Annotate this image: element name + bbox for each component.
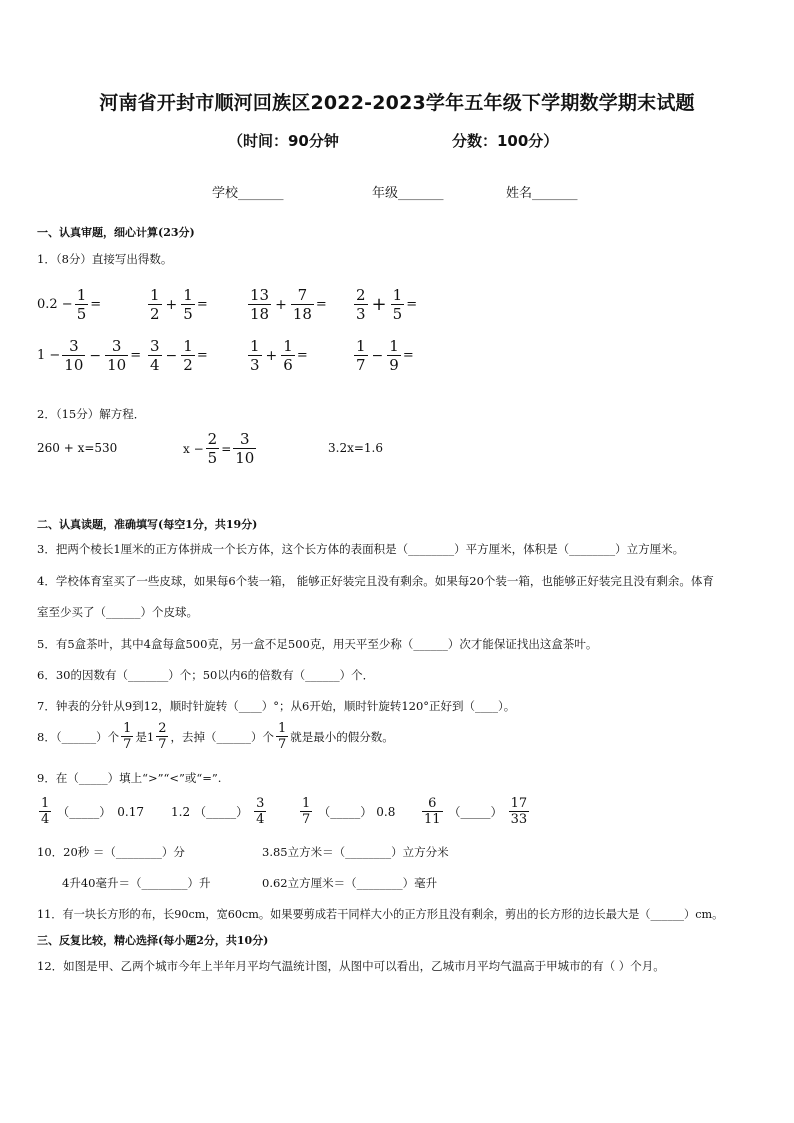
expr-equals: = bbox=[90, 297, 102, 312]
q1-expr-3 bbox=[246, 286, 327, 323]
q10-part-c: 4升40毫升＝（________）升 bbox=[62, 876, 211, 890]
frac-num: 1 bbox=[392, 286, 403, 304]
q12-text: 12．如图是甲、乙两个城市今年上半年月平均气温统计图，从图中可以看出，乙城市月平均气温高于甲城市的有（ ）个月。 bbox=[37, 959, 665, 973]
compare-blank: （_____） bbox=[448, 805, 503, 819]
section2-heading: 二、认真读题，准确填写(每空1分，共19分) bbox=[37, 518, 258, 531]
q9-stem: 9．在（_____）填上“>”“<”或“=”. bbox=[37, 771, 222, 785]
expr-equals: = bbox=[196, 348, 208, 363]
frac-num: 1 bbox=[183, 337, 193, 355]
compare-blank: （_____） bbox=[57, 805, 112, 819]
frac-den: 33 bbox=[510, 812, 528, 827]
q2-stem: 2．（15分）解方程． bbox=[37, 407, 146, 421]
compare-blank: （_____） bbox=[194, 805, 249, 819]
frac-num: 1 bbox=[183, 286, 193, 304]
exam-score: 分数：100分） bbox=[452, 132, 559, 150]
compare-value: 0.17 bbox=[117, 804, 145, 819]
frac-den: 5 bbox=[207, 449, 218, 467]
frac-den: 10 bbox=[107, 356, 127, 374]
expr-equals: = bbox=[406, 297, 418, 312]
frac-num: 1 bbox=[41, 796, 50, 811]
frac-num: 2 bbox=[356, 286, 366, 304]
q8-part-b: 是1 bbox=[135, 729, 155, 744]
frac-num: 3 bbox=[256, 796, 265, 811]
frac-den: 10 bbox=[64, 356, 84, 374]
equation-text: 260 + x=530 bbox=[37, 441, 118, 455]
frac-num: 3 bbox=[111, 337, 122, 355]
q5-text: 5．有5盒茶叶，其中4盒每盒500克，另一盒不足500克，用天平至少称（______）次才能保证找出这盒茶叶。 bbox=[37, 637, 598, 651]
frac-num: 6 bbox=[428, 796, 437, 811]
frac-num: 3 bbox=[150, 337, 160, 355]
q1-expr-8 bbox=[352, 337, 414, 374]
frac-num: 1 bbox=[76, 286, 87, 304]
compare-value: 0.8 bbox=[376, 804, 396, 819]
frac-num: 3 bbox=[240, 430, 250, 448]
frac-den: 9 bbox=[389, 356, 399, 374]
frac-den: 7 bbox=[277, 737, 287, 752]
frac-den: 2 bbox=[183, 356, 193, 374]
frac-den: 7 bbox=[123, 737, 132, 752]
q10-part-b: 3.85立方米＝（________）立方分米 bbox=[262, 845, 449, 859]
frac-num: 1 bbox=[356, 337, 366, 355]
frac-den: 18 bbox=[292, 305, 312, 323]
q6-text: 6．30的因数有（_______）个；50以内6的倍数有（______）个． bbox=[37, 668, 375, 682]
q9-compare-3 bbox=[298, 796, 395, 827]
frac-num: 1 bbox=[277, 721, 287, 736]
q8-part-d: 就是最小的假分数。 bbox=[290, 729, 394, 744]
frac-num: 1 bbox=[150, 286, 160, 304]
q4-text-line1: 4．学校体育室买了一些皮球，如果每6个装一箱， 能够正好装完且没有剩余。如果每20个装一箱，也能够正好装完且没有剩余。体育 bbox=[37, 574, 714, 588]
frac-num: 7 bbox=[297, 286, 308, 304]
frac-den: 7 bbox=[356, 356, 366, 374]
q3-text: 3．把两个棱长1厘米的正方体拼成一个长方体，这个长方体的表面积是（________）平方厘米，体积是（________）立方厘米。 bbox=[37, 542, 685, 556]
expr-equals: = bbox=[402, 348, 414, 363]
q8-part-c: ，去掉（______）个 bbox=[170, 729, 274, 744]
expr-op: + bbox=[371, 294, 387, 315]
q9-compare-2 bbox=[171, 796, 268, 827]
expr-op: − bbox=[89, 347, 102, 364]
frac-den: 11 bbox=[424, 812, 441, 827]
frac-num: 1 bbox=[283, 337, 293, 355]
equation-lead: x − bbox=[183, 441, 204, 456]
frac-den: 7 bbox=[158, 737, 167, 752]
q1-expr-1 bbox=[37, 286, 101, 323]
expr-lead: 1 − bbox=[37, 348, 61, 363]
frac-num: 1 bbox=[302, 796, 311, 811]
frac-den: 5 bbox=[183, 305, 193, 323]
q10-part-a: 10．20秒 ＝（________）分 bbox=[37, 845, 185, 859]
frac-num: 1 bbox=[250, 337, 260, 355]
frac-den: 3 bbox=[356, 305, 366, 323]
q2-equation-2 bbox=[183, 430, 258, 467]
frac-den: 4 bbox=[150, 356, 160, 374]
q2-equation-1 bbox=[37, 441, 117, 455]
frac-num: 1 bbox=[123, 721, 132, 736]
frac-den: 3 bbox=[250, 356, 260, 374]
frac-den: 18 bbox=[250, 305, 270, 323]
expr-lead: 0.2 − bbox=[37, 297, 73, 312]
grade-field: 年级_______ bbox=[372, 186, 444, 201]
frac-den: 5 bbox=[76, 305, 87, 323]
q9-compare-1 bbox=[37, 796, 144, 827]
frac-num: 3 bbox=[69, 337, 79, 355]
q7-text: 7．钟表的分针从9到12，顺时针旋转（____）°；从6开始，顺时针旋转120°正好到（____）。 bbox=[37, 699, 516, 713]
frac-num: 2 bbox=[207, 430, 218, 448]
q1-expr-6 bbox=[146, 337, 208, 374]
name-field: 姓名_______ bbox=[506, 186, 578, 201]
expr-op: + bbox=[275, 296, 287, 313]
equation-text: 3.2x=1.6 bbox=[328, 441, 383, 455]
exam-title: 河南省开封市顺河回族区2022-2023学年五年级下学期数学期末试题 bbox=[99, 92, 695, 114]
frac-den: 7 bbox=[302, 812, 311, 827]
q11-text: 11．有一块长方形的布，长90cm，宽60cm。如果要剪成若干同样大小的正方形且没有剩余，剪出的长方形的边长最大是（______）cm。 bbox=[37, 908, 724, 921]
frac-den: 4 bbox=[256, 812, 265, 827]
compare-blank: （_____） bbox=[318, 805, 373, 819]
compare-value: 1.2 bbox=[171, 804, 191, 819]
frac-num: 13 bbox=[250, 286, 270, 304]
q8-line bbox=[37, 721, 394, 752]
expr-op: + bbox=[165, 296, 178, 313]
q10-part-d: 0.62立方厘米＝（________）毫升 bbox=[262, 876, 438, 890]
q1-expr-4 bbox=[352, 286, 417, 323]
q1-stem: 1．（8分）直接写出得数。 bbox=[37, 252, 173, 266]
frac-num: 1 bbox=[389, 337, 399, 355]
q9-compare-4 bbox=[420, 796, 531, 827]
q4-text-line2: 室至少买了（______）个皮球。 bbox=[37, 605, 198, 619]
expr-op: − bbox=[165, 347, 178, 364]
expr-equals: = bbox=[130, 348, 142, 363]
expr-equals: = bbox=[196, 297, 208, 312]
equation-equals: = bbox=[221, 441, 232, 456]
frac-den: 2 bbox=[150, 305, 160, 323]
frac-den: 6 bbox=[283, 356, 293, 374]
section3-heading: 三、反复比较，精心选择(每小题2分，共10分) bbox=[37, 934, 269, 947]
q1-expr-7 bbox=[246, 337, 308, 374]
expr-op: + bbox=[265, 347, 278, 364]
frac-num: 17 bbox=[510, 796, 528, 811]
q1-expr-2 bbox=[146, 286, 208, 323]
section1-heading: 一、认真审题，细心计算(23分) bbox=[37, 226, 195, 239]
expr-equals: = bbox=[315, 297, 327, 312]
expr-op: − bbox=[371, 347, 384, 364]
q2-equation-3 bbox=[328, 441, 383, 455]
frac-num: 2 bbox=[158, 721, 167, 736]
frac-den: 10 bbox=[235, 449, 255, 467]
q1-expr-5 bbox=[37, 337, 141, 374]
q8-part-a: 8．（______）个 bbox=[37, 729, 120, 744]
frac-den: 4 bbox=[41, 812, 50, 827]
exam-time: （时间：90分钟 bbox=[228, 132, 339, 150]
school-field: 学校_______ bbox=[212, 186, 284, 201]
frac-den: 5 bbox=[392, 305, 403, 323]
expr-equals: = bbox=[296, 348, 308, 363]
